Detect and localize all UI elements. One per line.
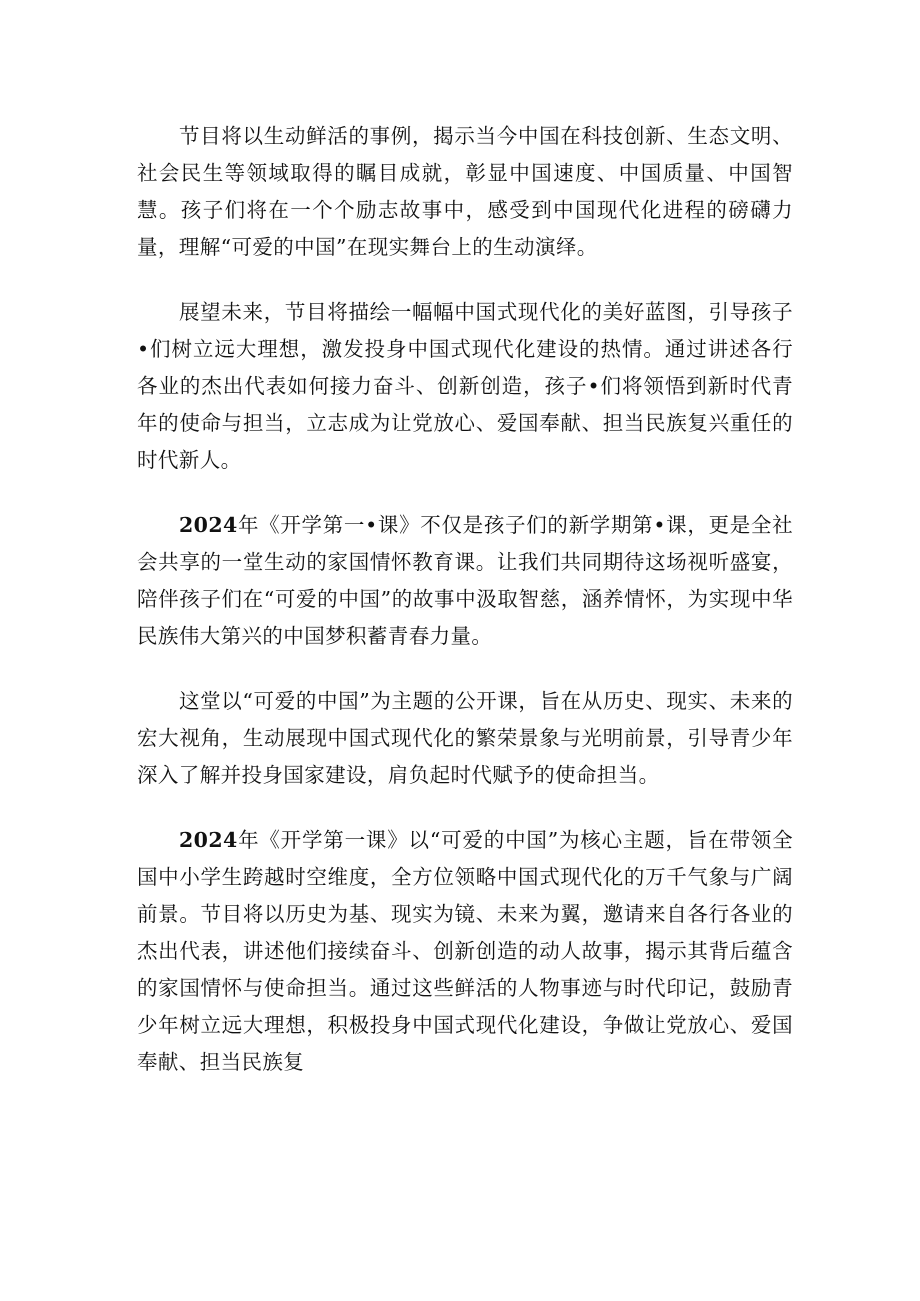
paragraph-text: 展望未来，节目将描绘一幅幅中国式现代化的美好蓝图，引导孩子•们树立远大理想，激发投身中国式现代化建设的热情。通过讲述各行各业的杰出代表如何接力奋斗、创新创造，孩子•们将领悟到新时代青年的使命与担当，立志成为让党放心、爱国奉献、担当民族复兴重任的时代新人。 — [137, 300, 793, 472]
paragraph-2 — [137, 294, 793, 479]
document-body — [137, 118, 793, 1109]
paragraph-4 — [137, 683, 793, 794]
paragraph-lead-number: 2024 — [179, 828, 238, 852]
paragraph-3 — [137, 507, 793, 655]
paragraph-lead-number: 2024 — [179, 513, 238, 537]
paragraph-5 — [137, 822, 793, 1081]
paragraph-text: 节目将以生动鲜活的事例，揭示当今中国在科技创新、生态文明、社会民生等领域取得的瞩目成就，彰显中国速度、中国质量、中国智慧。孩子们将在一个个励志故事中，感受到中国现代化进程的磅礴力量，理解“可爱的中国”在现实舞台上的生动演绎。 — [137, 124, 793, 259]
paragraph-text: 年《开学第一课》以“可爱的中国”为核心主题，旨在带领全国中小学生跨越时空维度，全方位领略中国式现代化的万千气象与广阔前景。节目将以历史为基、现实为镜、未来为翼，邀请来自各行各业的杰出代表，讲述他们接续奋斗、创新创造的动人故事，揭示其背后蕴含的家国情怀与使命担当。通过这些鲜活的人物事迹与时代印记，鼓励青少年树立远大理想，积极投身中国式现代化建设，争做让党放心、爱国奉献、担当民族复 — [137, 828, 793, 1074]
paragraph-1 — [137, 118, 793, 266]
paragraph-text: 这堂以“可爱的中国”为主题的公开课，旨在从历史、现实、未来的宏大视角，生动展现中国式现代化的繁荣景象与光明前景，引导青少年深入了解并投身国家建设，肩负起时代赋予的使命担当。 — [137, 689, 793, 787]
paragraph-text: 年《开学第一•课》不仅是孩子们的新学期第•课，更是全社会共享的一堂生动的家国情怀教育课。让我们共同期待这场视听盛宴，陪伴孩子们在“可爱的中国”的故事中汲取智慈，涵养情怀，为实现中华民族伟大第兴的中国梦积蓄青春力量。 — [137, 513, 793, 648]
